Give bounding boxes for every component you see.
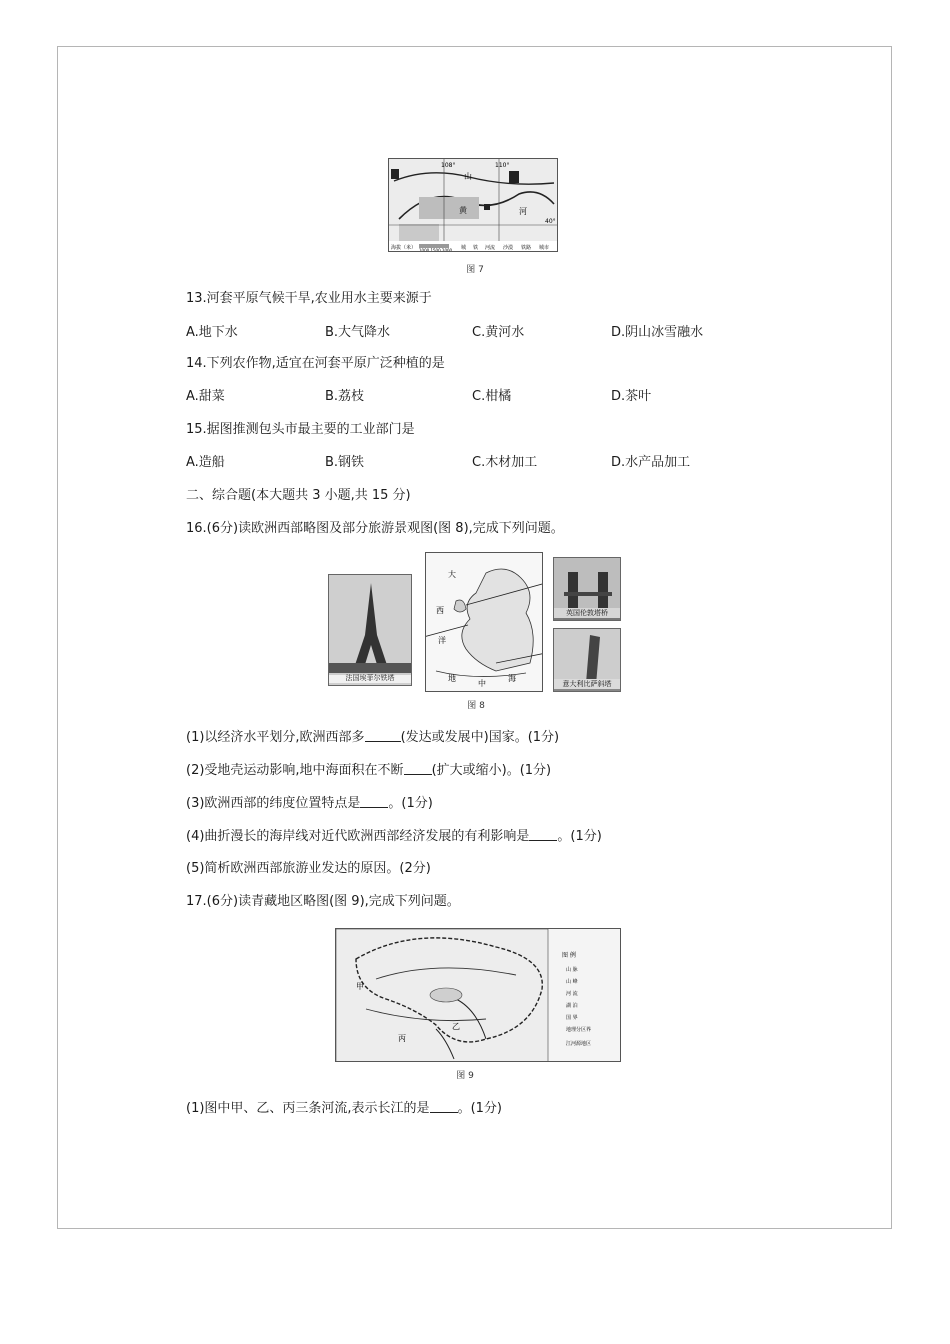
- q17-part-1-blank[interactable]: [430, 1100, 458, 1113]
- q13-option-b[interactable]: B.大气降水: [325, 325, 391, 340]
- q16-part-3-blank[interactable]: [360, 795, 388, 808]
- q15-option-b[interactable]: B.钢铁: [325, 455, 365, 470]
- legend-item-river: 河 流: [566, 991, 578, 997]
- q16-part-1-text-b: (发达或发展中)国家。(1分): [400, 730, 560, 745]
- map-label-yang: 洋: [438, 636, 446, 645]
- question-17-stem: 17.(6分)读青藏地区略图(图 9),完成下列问题。: [186, 894, 460, 909]
- q14-option-a[interactable]: A.甜菜: [186, 389, 225, 404]
- question-15-stem: 15.据图推测包头市最主要的工业部门是: [186, 422, 415, 437]
- figure-7-caption: 图 7: [466, 265, 484, 275]
- map-label-river: 河: [519, 207, 527, 216]
- q16-part-2: [186, 762, 551, 779]
- question-14-stem: 14.下列农作物,适宜在河套平原广泛种植的是: [186, 356, 445, 371]
- figure-9-qinghai-tibet-map: [335, 928, 621, 1062]
- legend-item-5: 铁路: [521, 245, 532, 251]
- question-16-stem: 16.(6分)读欧洲西部略图及部分旅游景观图(图 8),完成下列问题。: [186, 521, 564, 536]
- figure-8-caption: 图 8: [467, 701, 485, 711]
- photo-label-tower-bridge: 英国伦敦塔桥: [554, 608, 620, 618]
- map-label-da: 大: [448, 570, 456, 579]
- q16-part-1: [186, 729, 559, 746]
- q17-part-1-text-b: 。(1分): [457, 1101, 502, 1116]
- map-label-hai: 海: [508, 674, 516, 683]
- desert-area: [419, 197, 479, 219]
- legend-lead: 海拔（米）: [391, 245, 417, 251]
- photo-leaning-tower: [553, 628, 621, 692]
- legend-scale: 1000 1500 2000: [419, 248, 453, 252]
- legend-item-source-area: 江河源地区: [566, 1041, 592, 1047]
- q17-part-1: [186, 1100, 502, 1117]
- photo-tower-bridge: [553, 557, 621, 621]
- qinghai-tibet-map-drawing: [336, 929, 621, 1062]
- section-2-heading: 二、综合题(本大题共 3 小题,共 15 分): [186, 488, 411, 503]
- legend-item-mountains: 山 脉: [566, 967, 578, 973]
- legend-item-region-boundary: 地理分区界: [566, 1027, 592, 1033]
- legend-item-peak: 山 峰: [566, 979, 578, 985]
- q16-part-4: [186, 828, 602, 845]
- q15-option-a[interactable]: A.造船: [186, 455, 225, 470]
- europe-map-drawing: [426, 553, 543, 692]
- q14-option-c[interactable]: C.柑橘: [472, 389, 512, 404]
- question-13-stem: 13.河套平原气候干旱,农业用水主要来源于: [186, 291, 432, 306]
- figure-7-map-drawing: [389, 159, 558, 252]
- legend-title: 图 例: [562, 952, 576, 959]
- city-marker: [391, 169, 399, 179]
- map-label-zhong: 中: [478, 679, 486, 688]
- q16-part-4-blank[interactable]: [529, 828, 557, 841]
- map-label-mountain: 山: [464, 172, 472, 181]
- map-label-yi: 乙: [452, 1022, 460, 1031]
- q15-option-d[interactable]: D.水产品加工: [611, 455, 691, 470]
- map-label-di: 地: [448, 674, 456, 683]
- label-108: 108°: [441, 162, 456, 169]
- q16-part-5: (5)简析欧洲西部旅游业发达的原因。(2分): [186, 861, 431, 876]
- city-marker: [509, 171, 519, 183]
- legend-item-6: 城市: [539, 245, 550, 251]
- q16-part-3-text-a: (3)欧洲西部的纬度位置特点是: [186, 796, 361, 811]
- map-label-jia: 甲: [356, 982, 364, 991]
- q16-part-2-blank[interactable]: [404, 762, 432, 775]
- q14-option-d[interactable]: D.茶叶: [611, 389, 652, 404]
- legend-item-border: 国 界: [566, 1015, 578, 1021]
- map-label-xi: 西: [436, 606, 444, 615]
- q16-part-3: [186, 795, 433, 812]
- q16-part-4-text-a: (4)曲折漫长的海岸线对近代欧洲西部经济发展的有利影响是: [186, 829, 530, 844]
- q16-part-4-text-b: 。(1分): [557, 829, 602, 844]
- label-110: 110°: [495, 162, 510, 169]
- photo-label-eiffel: 法国埃菲尔铁塔: [329, 673, 411, 683]
- legend-item-4: 沙漠: [503, 245, 514, 251]
- legend-item-1: 城: [461, 245, 467, 251]
- map-label-yellow: 黄: [459, 206, 467, 215]
- city-marker: [484, 204, 490, 210]
- legend-item-2: 铁: [473, 245, 479, 251]
- q16-part-1-blank[interactable]: [365, 729, 401, 742]
- q13-option-d[interactable]: D.阴山冰雪融水: [611, 325, 704, 340]
- eiffel-tower-icon: [329, 575, 412, 686]
- q15-option-c[interactable]: C.木材加工: [472, 455, 538, 470]
- photo-label-leaning-tower: 意大利比萨斜塔: [554, 679, 620, 689]
- figure-8-europe-map: [425, 552, 543, 692]
- q16-part-3-text-b: 。(1分): [388, 796, 433, 811]
- q16-part-2-text-a: (2)受地壳运动影响,地中海面积在不断: [186, 763, 404, 778]
- figure-9-caption: 图 9: [456, 1071, 474, 1081]
- label-40: 40°: [545, 218, 556, 225]
- q16-part-2-text-b: (扩大或缩小)。(1分): [431, 763, 552, 778]
- q13-option-a[interactable]: A.地下水: [186, 325, 238, 340]
- photo-eiffel-tower: [328, 574, 412, 686]
- q17-part-1-text-a: (1)图中甲、乙、丙三条河流,表示长江的是: [186, 1101, 430, 1116]
- figure-7-map: [388, 158, 558, 252]
- q14-option-b[interactable]: B.荔枝: [325, 389, 365, 404]
- q16-part-1-text-a: (1)以经济水平划分,欧洲西部多: [186, 730, 365, 745]
- map-label-bing: 丙: [398, 1034, 406, 1043]
- q13-option-c[interactable]: C.黄河水: [472, 325, 525, 340]
- legend-item-3: 河流: [485, 245, 496, 251]
- legend-item-lake: 湖 泊: [566, 1003, 578, 1009]
